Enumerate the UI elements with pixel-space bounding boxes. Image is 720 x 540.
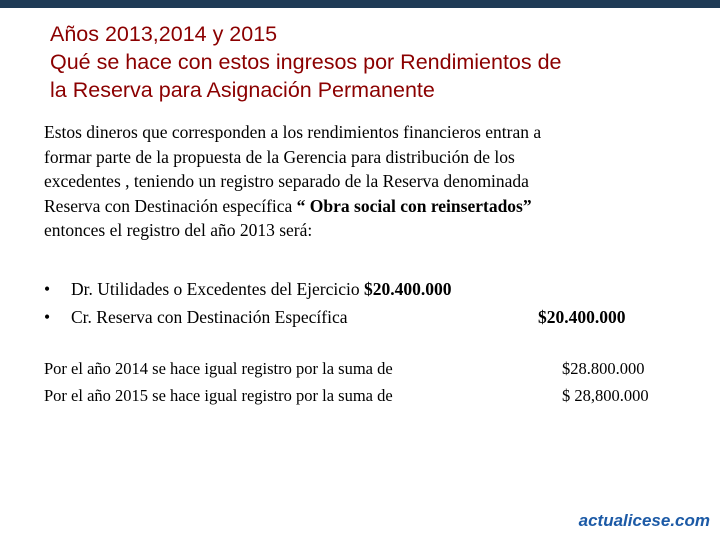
list-item-debit <box>44 275 684 303</box>
list-item-credit <box>44 303 684 331</box>
year-row-2015 <box>44 382 684 409</box>
year-2015-label: Por el año 2015 se hace igual registro por la suma de <box>44 386 393 405</box>
actualicese-logo: actualicese.com <box>578 511 710 530</box>
body-line-3: excedentes , teniendo un registro separado de la Reserva denominada <box>44 171 529 191</box>
debit-label: Dr. Utilidades o Excedentes del Ejercicio <box>71 279 365 299</box>
credit-label: Cr. Reserva con Destinación Específica <box>71 307 348 327</box>
slide-title <box>50 20 690 104</box>
year-2014-amount: $28.800.000 <box>562 359 645 378</box>
bullet-icon: • <box>44 279 51 299</box>
body-line-5: entonces el registro del año 2013 será: <box>44 220 313 240</box>
fund-name-emphasis: “ Obra social con reinsertados” <box>296 195 532 216</box>
title-line-1: Años 2013,2014 y 2015 <box>50 22 278 46</box>
body-line-4-text: Reserva con Destinación específica <box>44 195 297 216</box>
body-paragraph <box>44 120 684 243</box>
title-line-2: Qué se hace con estos ingresos por Rendimientos de <box>50 50 562 74</box>
title-line-3: la Reserva para Asignación Permanente <box>50 78 435 102</box>
year-row-2014 <box>44 355 684 382</box>
body-line-4 <box>44 194 684 219</box>
yearly-records <box>44 355 684 409</box>
credit-amount: $20.400.000 <box>538 307 626 327</box>
bullet-icon: • <box>44 307 51 327</box>
year-2014-label: Por el año 2014 se hace igual registro por la suma de <box>44 359 393 378</box>
debit-entry <box>71 275 452 303</box>
journal-entry-list <box>44 275 684 331</box>
body-line-2: formar parte de la propuesta de la Gerencia para distribución de los <box>44 146 515 167</box>
body-line-1: Estos dineros que corresponden a los rendimientos financieros entran a <box>44 122 542 142</box>
debit-amount: $20.400.000 <box>364 279 452 299</box>
top-banner-bar <box>0 0 720 8</box>
year-2015-amount: $ 28,800.000 <box>562 386 649 405</box>
